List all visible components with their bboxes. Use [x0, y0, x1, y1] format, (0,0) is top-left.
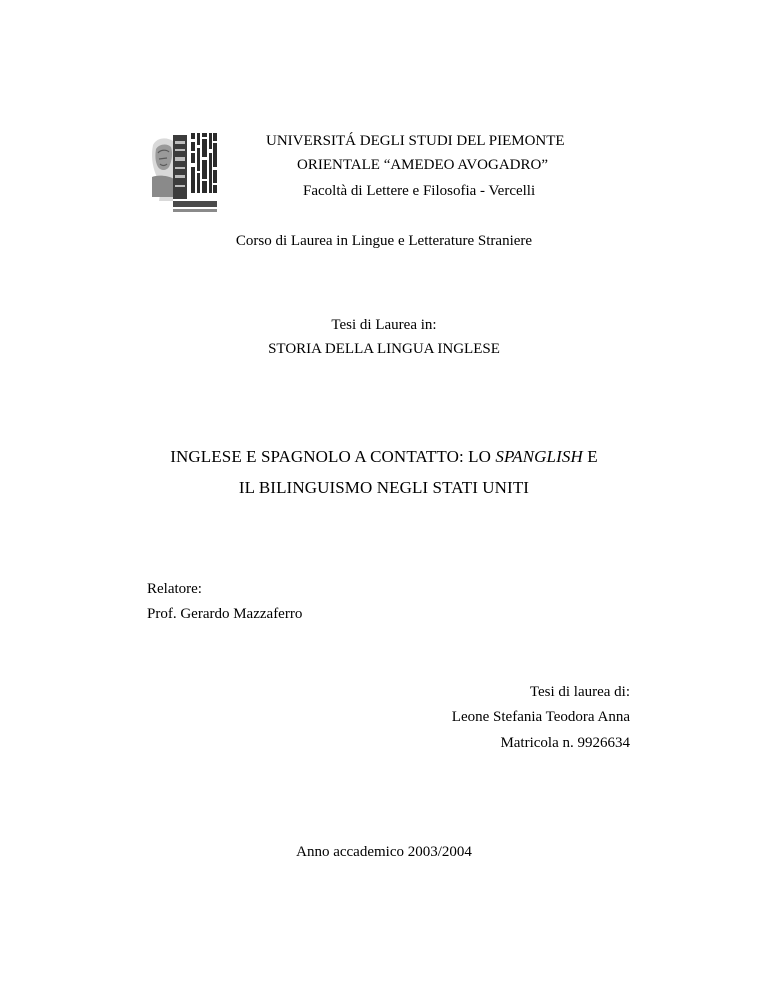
author-matricola: Matricola n. 9926634: [500, 735, 630, 751]
university-name-line1: UNIVERSITÁ DEGLI STUDI DEL PIEMONTE: [266, 133, 565, 149]
thesis-title-line2: IL BILINGUISMO NEGLI STATI UNITI: [238, 478, 530, 497]
thesis-subject-label: Tesi di Laurea in:: [331, 317, 437, 333]
supervisor-name: Prof. Gerardo Mazzaferro: [147, 606, 303, 622]
university-logo: [147, 131, 219, 215]
academic-year: Anno accademico 2003/2004: [296, 844, 472, 860]
faculty-name: Facoltà di Lettere e Filosofia - Vercelli: [303, 183, 536, 199]
author-label: Tesi di laurea di:: [529, 684, 630, 700]
university-name-line2: ORIENTALE “AMEDEO AVOGADRO”: [297, 157, 548, 173]
thesis-title-italic: SPANGLISH: [495, 447, 583, 466]
author-name: Leone Stefania Teodora Anna: [451, 709, 630, 725]
thesis-subject: STORIA DELLA LINGUA INGLESE: [268, 341, 500, 357]
thesis-title-part1: INGLESE E SPAGNOLO A CONTATTO: LO: [170, 447, 496, 466]
thesis-title-line1: [0, 447, 768, 467]
supervisor-label: Relatore:: [147, 581, 202, 597]
thesis-title-part2: E: [582, 447, 598, 466]
course-name: Corso di Laurea in Lingue e Letterature Straniere: [235, 233, 533, 249]
